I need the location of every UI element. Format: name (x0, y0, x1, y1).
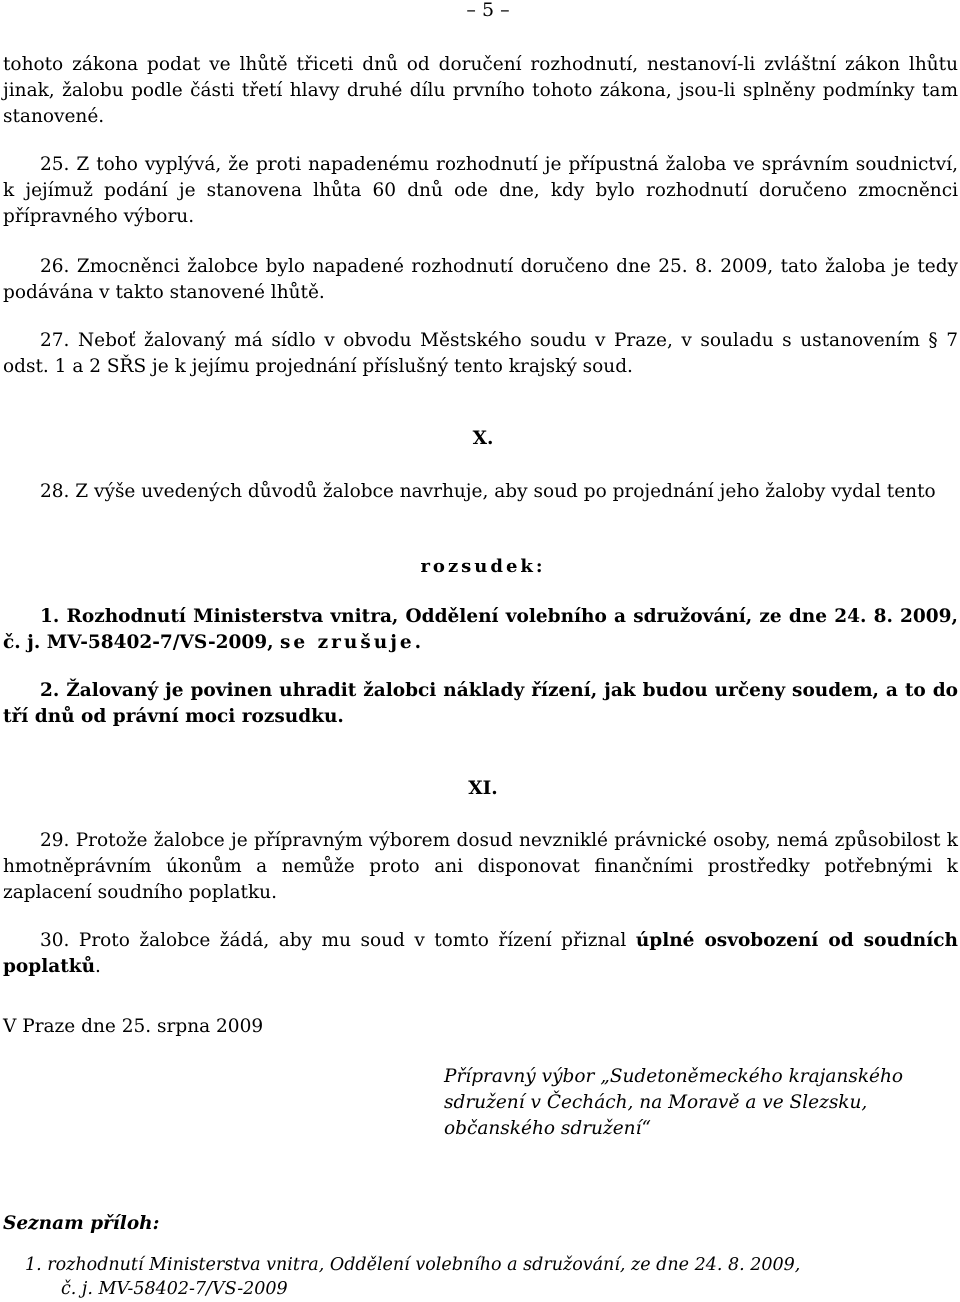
section-heading-x: X. (472, 428, 494, 449)
verdict-item-2: 2. Žalovaný je povinen uhradit žalobci náklady řízení, jak budou určeny soudem, a to do tří dnů od právní moci rozsudku. (3, 680, 958, 727)
paragraph-intro: tohoto zákona podat ve lhůtě třiceti dnů od doručení rozhodnutí, nestanoví-li zvláštní zákon lhůtu jinak, žalobu podle části třetí hlavy druhé dílu prvního tohoto zákona, jsou-li splněny podmínky tam stanovené. (3, 54, 958, 127)
paragraph-29: 29. Protože žalobce je přípravným výborem dosud nevzniklé právnické osoby, nemá způsobilost k hmotněprávním úkonům a nemůže proto ani disponovat finančními prostředky potřebnými k zaplacení soudního poplatku. (3, 830, 958, 903)
paragraph-30-end: . (95, 956, 101, 977)
signature-line-3: občanského sdružení“ (444, 1118, 651, 1139)
verdict-item-1-text: 1. Rozhodnutí Ministerstva vnitra, Oddělení volebního a sdružování, ze dne 24. 8. 2009, č. j. MV-58402-7/VS-2009, (3, 606, 958, 653)
verdict-item-1-spaced: se zrušuje. (280, 632, 425, 653)
section-heading-xi: XI. (468, 778, 498, 799)
verdict-heading: rozsudek: (420, 556, 546, 577)
paragraph-26: 26. Zmocněnci žalobce bylo napadené rozhodnutí doručeno dne 25. 8. 2009, tato žaloba je tedy podávána v takto stanovené lhůtě. (3, 256, 958, 303)
attachment-item-1-line-2: č. j. MV-58402-7/VS-2009 (61, 1279, 288, 1299)
paragraph-25: 25. Z toho vyplývá, že proti napadenému rozhodnutí je přípustná žaloba ve správním soudnictví, k jejímuž podání je stanovena lhůta 60 dnů ode dne, kdy bylo rozhodnutí doručeno zmocněnci přípravného výboru. (3, 154, 958, 227)
paragraph-30 (3, 928, 958, 980)
paragraph-30-text: 30. Proto žalobce žádá, aby mu soud v tomto řízení přiznal (40, 930, 636, 951)
paragraph-27: 27. Neboť žalovaný má sídlo v obvodu Městského soudu v Praze, v souladu s ustanovením § 7 odst. 1 a 2 SŘS je k jejímu projednání příslušný tento krajský soud. (3, 330, 958, 377)
signature-line-2: sdružení v Čechách, na Moravě a ve Slezsku, (444, 1092, 868, 1113)
page-number: – 5 – (466, 0, 510, 21)
verdict-item-1 (3, 604, 958, 656)
attachments-title: Seznam příloh: (3, 1213, 160, 1234)
attachment-item-1-line-1: 1. rozhodnutí Ministerstva vnitra, Oddělení volebního a sdružování, ze dne 24. 8. 2009, (25, 1255, 801, 1275)
date-line: V Praze dne 25. srpna 2009 (3, 1016, 264, 1037)
paragraph-30-bold: úplné osvobození od soudních poplatků (3, 930, 958, 977)
signature-line-1: Přípravný výbor „Sudetoněmeckého krajanského (444, 1066, 904, 1087)
paragraph-28: 28. Z výše uvedených důvodů žalobce navrhuje, aby soud po projednání jeho žaloby vydal tento (40, 481, 936, 502)
